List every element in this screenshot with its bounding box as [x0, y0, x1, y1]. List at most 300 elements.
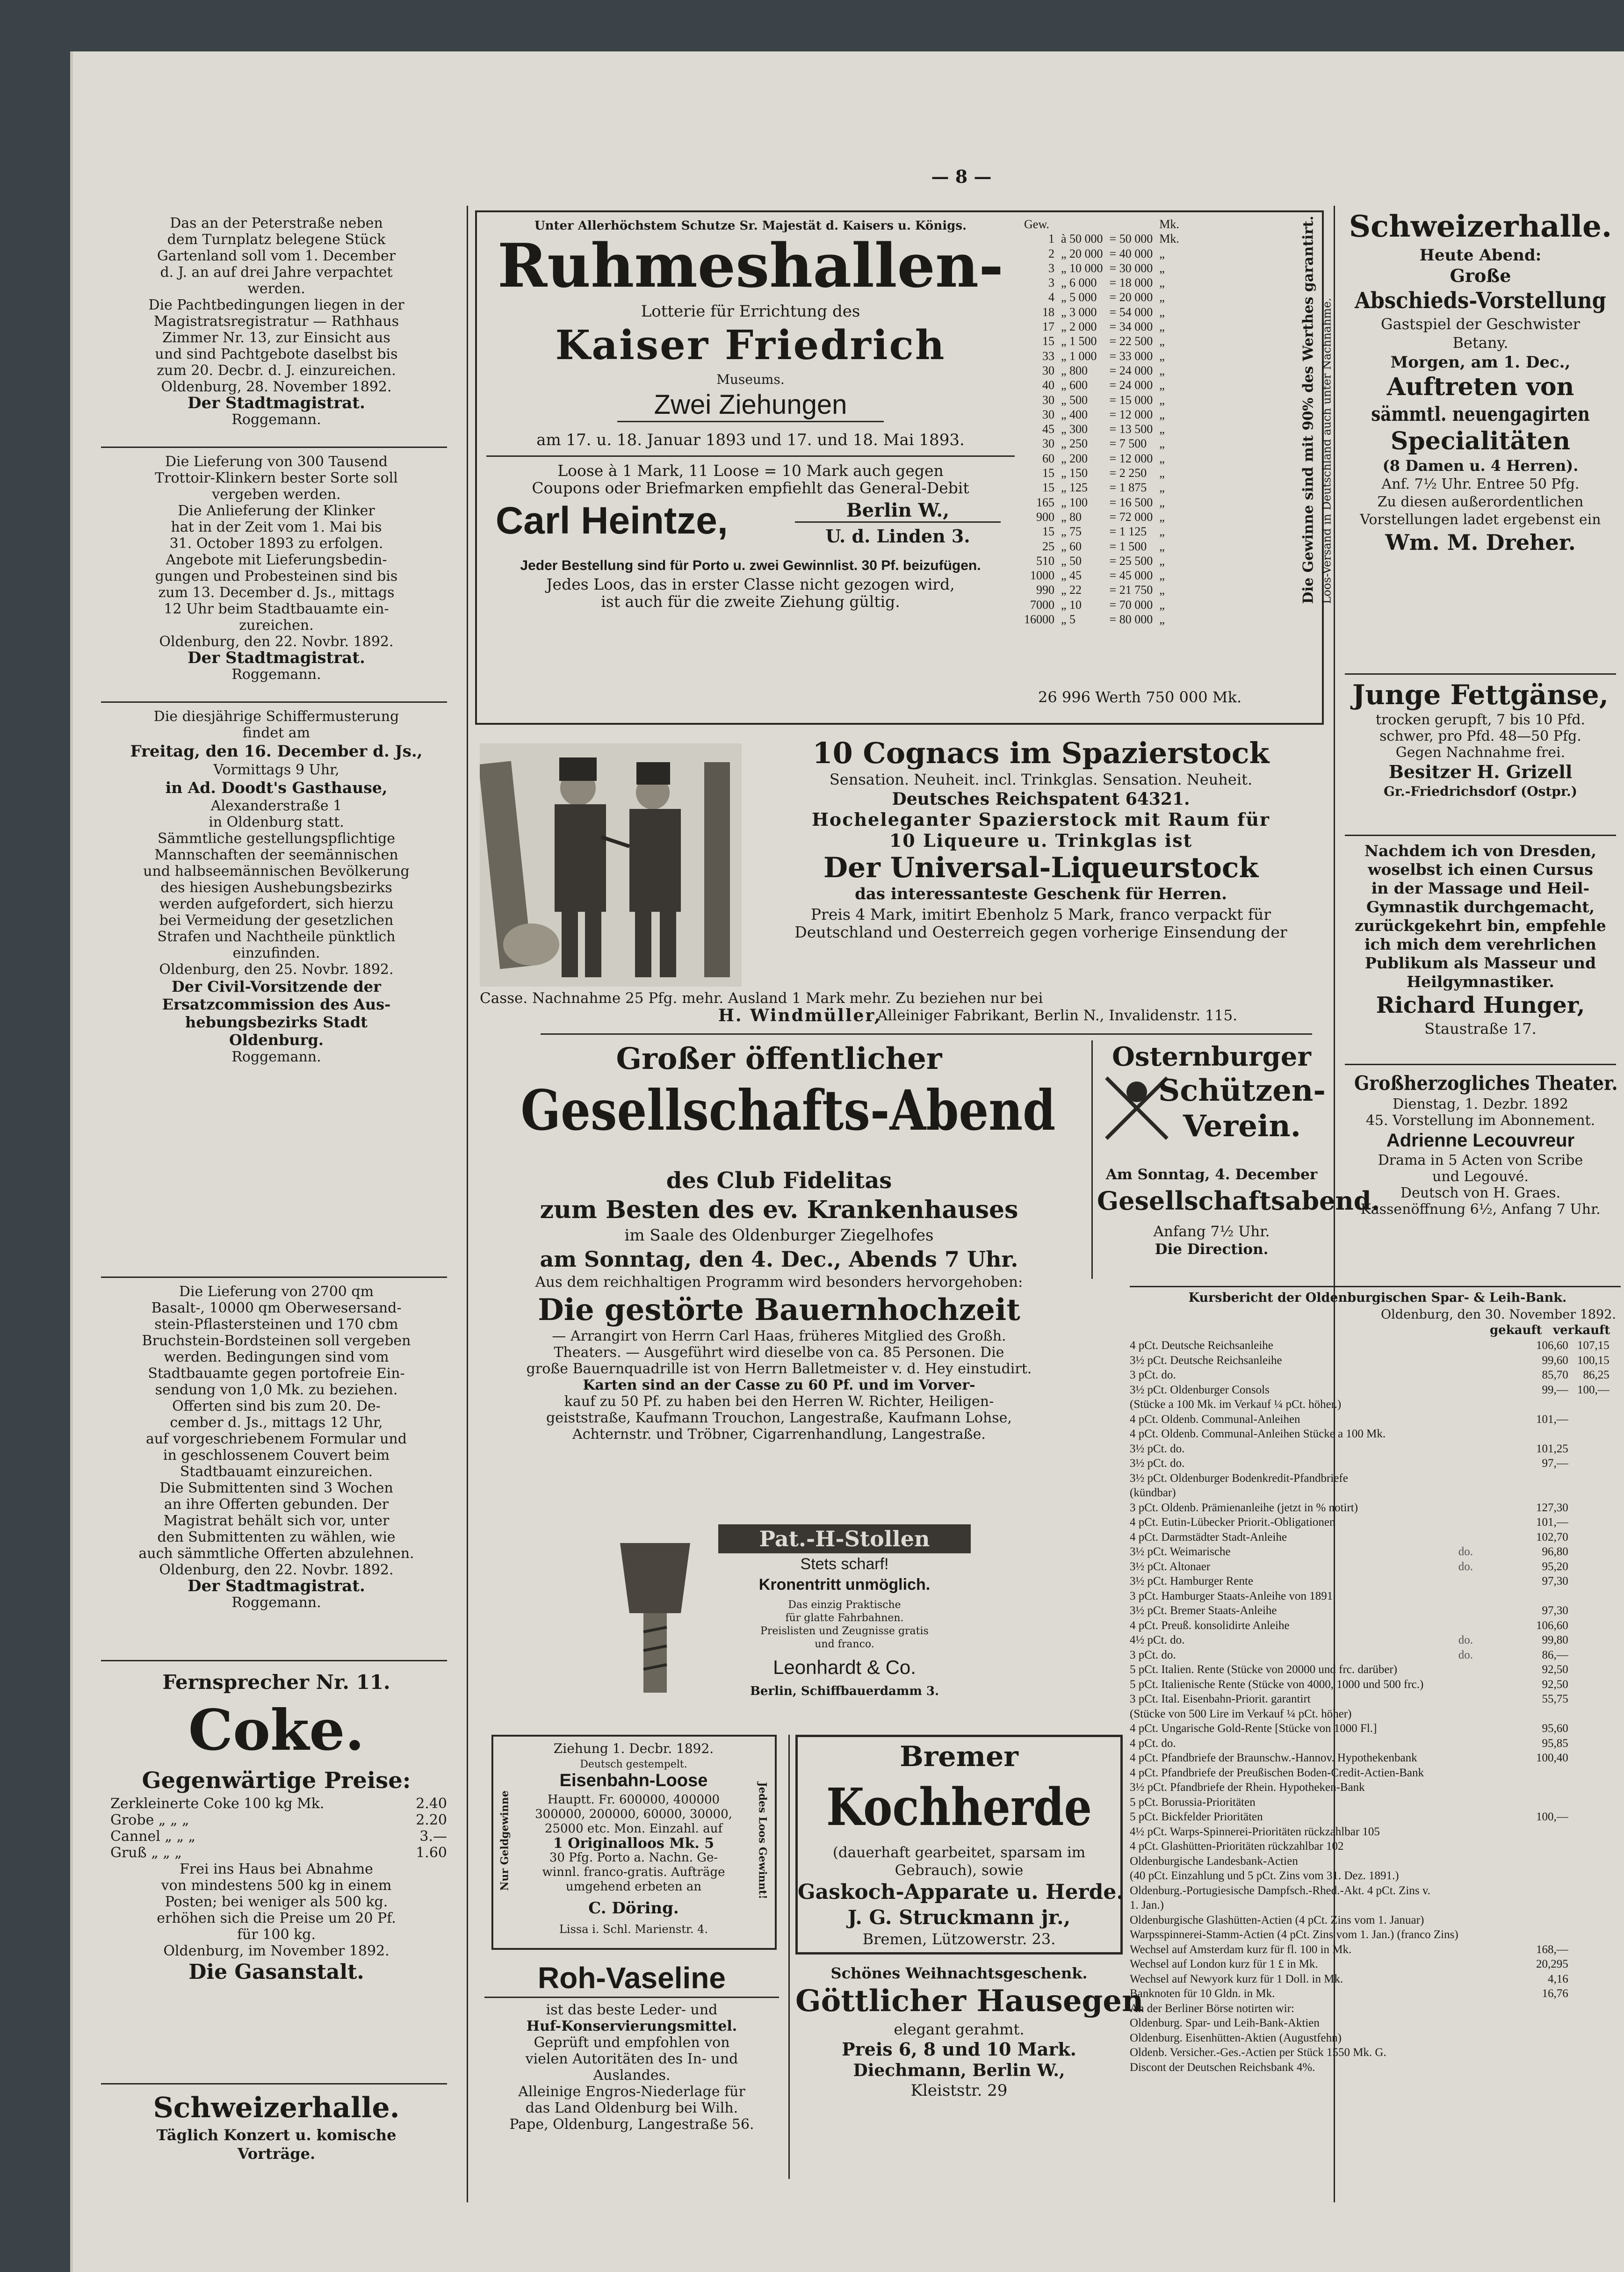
kurs-cell: 100,— [1577, 1383, 1610, 1396]
lottery-prize-cell: = 18 000 [1109, 276, 1153, 290]
lottery-prize-row [1024, 598, 1186, 612]
stollen-line: und franco. [815, 1638, 874, 1650]
lottery-porto: Jeder Bestellung sind für Porto u. zwei Gewinnlist. 30 Pf. beizufügen. [520, 558, 981, 573]
price-label: Cannel „ „ „ [110, 1828, 196, 1845]
separator [101, 701, 447, 703]
kurs-cell: 4 pCt. Oldenb. Communal-Anleihen Stücke a 100 Mk. [1130, 1428, 1386, 1440]
kurs-cell [1515, 1913, 1568, 1928]
kurs-cell [1515, 1868, 1568, 1883]
kurs-cell: Wechsel auf Amsterdam kurz für fl. 100 in Mk. [1130, 1943, 1352, 1956]
lottery-protect: Unter Allerhöchstem Schutze Sr. Majestät d. Kaisers u. Königs. [534, 219, 967, 233]
kurs-cell: 106,60 [1536, 1339, 1568, 1352]
kurs-cell [1568, 1442, 1610, 1457]
kurs-cell: 5 pCt. Borussia-Prioritäten [1130, 1796, 1256, 1809]
kurs-cell [1568, 1972, 1610, 1987]
lottery-prize-cell: „ [1159, 290, 1165, 304]
notice-line: Offerten sind bis zum 20. De- [172, 1398, 381, 1414]
kurs-row [1130, 2031, 1610, 2046]
kurs-cell [1458, 1589, 1515, 1604]
kurs-cell [1515, 1589, 1568, 1604]
massage-line: ich mich dem verehrlichen [1364, 935, 1596, 953]
kurs-cell [1568, 1927, 1610, 1942]
lottery-prize-cell: „ 10 [1061, 598, 1082, 612]
lottery-prize-row [1024, 378, 1186, 392]
lottery-prize-rows [1024, 217, 1186, 627]
lottery-prize-cell: 40 [1042, 378, 1054, 392]
eisenbahn-line: 300000, 200000, 60000, 30000, [535, 1807, 732, 1821]
notice-line: in Oldenburg statt. [209, 814, 344, 830]
lottery-head-row [1024, 217, 1186, 231]
kurs-cell [1568, 1913, 1610, 1928]
lottery-prize-cell: „ 2 000 [1061, 320, 1097, 334]
lottery-prize-cell: „ [1159, 261, 1165, 275]
kurs-cell [1568, 1530, 1610, 1545]
kochherde-line: Bremer [900, 1740, 1018, 1773]
cognac-maker: H. Windmüller, [718, 1006, 882, 1025]
lottery-prize-cell: 45 [1042, 422, 1054, 436]
cognac-price: Preis 4 Mark, imitirt Ebenholz 5 Mark, franco verpackt für [810, 905, 1271, 923]
eisenbahn-seller: C. Döring. [588, 1899, 679, 1918]
notice-line: Oldenburg. [229, 1031, 324, 1049]
price-value: 3.— [419, 1828, 447, 1845]
notice-signature: Der Stadtmagistrat. [188, 394, 365, 412]
lottery-prize-cell: „ 600 [1061, 378, 1088, 392]
kurs-row [1130, 1692, 1610, 1707]
vaseline-line: das Land Oldenburg bei Wilh. [525, 2100, 738, 2116]
kurs-cell [1568, 1692, 1610, 1707]
lottery-prize-row [1024, 231, 1186, 246]
kurs-cell [1568, 1736, 1610, 1751]
lottery-guarantee: Die Gewinne sind mit 90% des Werthes garantirt. [1300, 216, 1317, 604]
notice-line: Die Lieferung von 2700 qm [179, 1284, 374, 1300]
schweizerhalle-line: Abschieds-Vorstellung [1355, 288, 1606, 314]
stollen-line: Das einzig Praktische [788, 1599, 901, 1611]
notice-line: werden. [247, 281, 305, 297]
kurs-row [1130, 1839, 1610, 1854]
page-number: — 8 — [931, 166, 992, 187]
hausegen-line: Schönes Weihnachtsgeschenk. [830, 1964, 1088, 1982]
kurs-cell [1458, 1898, 1515, 1913]
kurs-cell [1568, 1544, 1610, 1559]
notice-line: zum 20. Decbr. d. J. einzureichen. [157, 362, 396, 379]
kurs-row [1130, 1530, 1610, 1545]
notice-line: einzufinden. [232, 945, 320, 961]
cokes-terms [92, 1861, 461, 1959]
kurs-cell [1568, 1810, 1610, 1825]
notice-line: und halbseemännischen Bevölkerung [143, 863, 410, 880]
cokes-header: Fernsprecher Nr. 11. [162, 1671, 390, 1694]
kurs-cell [1458, 1825, 1515, 1839]
kurs-cell [1515, 1707, 1568, 1722]
cognac-price: Casse. Nachnahme 25 Pfg. mehr. Ausland 1 Mark mehr. Zu beziehen nur bei [480, 990, 1043, 1007]
kurs-cell [1568, 1515, 1610, 1530]
lottery-prize-cell: „ 60 [1061, 539, 1082, 553]
massage-line: woselbst ich einen Cursus [1368, 860, 1593, 879]
kurs-cell [1515, 2045, 1568, 2060]
kurs-cell [1515, 1839, 1568, 1854]
kurs-cell [1458, 1721, 1515, 1736]
kurs-row [1130, 1751, 1610, 1766]
vaseline-advert [484, 1959, 779, 2133]
price-row [110, 1845, 447, 1861]
kurs-cell [1515, 1927, 1568, 1942]
lottery-prize-cell: 15 [1042, 466, 1054, 480]
kurs-cell [1458, 2060, 1515, 2075]
kurs-cell: do. [1458, 1560, 1473, 1573]
notice-line: in Ad. Doodt's Gasthause, [165, 779, 388, 797]
kurs-cell: 3½ pCt. do. [1130, 1442, 1185, 1455]
theater-line: 45. Vorstellung im Abonnement. [1365, 1112, 1595, 1129]
vaseline-line: Geprüft und empfohlen von [534, 2034, 730, 2051]
lottery-prize-cell: 1 [1048, 232, 1054, 246]
kurs-cell: Wechsel auf Newyork kurz für 1 Doll. in Mk. [1130, 1972, 1343, 1985]
notice-line: zum 13. December d. Js., mittags [158, 584, 395, 601]
lottery-prize-cell: 25 [1042, 539, 1054, 553]
kurs-row [1130, 1412, 1610, 1427]
kurs-cell [1568, 1825, 1610, 1839]
kurs-cell: 3 pCt. Oldenb. Prämienanleihe (jetzt in % notirt) [1130, 1501, 1358, 1514]
lottery-prize-cell: „ [1159, 569, 1165, 583]
kurs-row [1130, 1825, 1610, 1839]
cokes-line: von mindestens 500 kg in einem [161, 1877, 392, 1894]
lottery-prize-cell: = 7 500 [1109, 437, 1147, 451]
kurs-cell: 92,50 [1542, 1678, 1568, 1691]
separator [1345, 835, 1616, 836]
lottery-price: Loose à 1 Mark, 11 Loose = 10 Mark auch gegen [557, 462, 944, 480]
separator [541, 1033, 1312, 1035]
notice-line: werden aufgefordert, sich hierzu [159, 896, 394, 912]
lottery-prize-cell: „ [1159, 378, 1165, 392]
price-label: Zerkleinerte Coke 100 kg Mk. [110, 1796, 325, 1812]
kurs-cell [1568, 1559, 1610, 1574]
kurs-cell: 4,16 [1547, 1972, 1568, 1985]
kurs-row [1130, 1633, 1610, 1648]
kurs-cell: 3 pCt. do. [1130, 1369, 1176, 1381]
kurs-cell: 4 pCt. Preuß. konsolidirte Anleihe [1130, 1619, 1290, 1632]
lottery-prize-cell: „ [1159, 613, 1165, 627]
kurs-cell [1458, 1751, 1515, 1766]
notice-sailor-muster [92, 708, 461, 1065]
hausegen-title: Göttlicher Hausegen [795, 1983, 1144, 2019]
kurs-row [1130, 1397, 1610, 1412]
fettgaense-seller: Besitzer H. Grizell [1388, 761, 1573, 782]
kurs-cell [1568, 1677, 1610, 1692]
schuetzen-line: Schützen- [1158, 1073, 1326, 1108]
kurs-row [1130, 1383, 1610, 1398]
lottery-prize-row [1024, 407, 1186, 422]
lottery-prize-cell: „ 20 000 [1061, 246, 1103, 260]
lottery-prize-row [1024, 612, 1186, 627]
lottery-prize-cell: 60 [1042, 451, 1054, 465]
fidelitas-line: Theaters. — Ausgeführt wird dieselbe von ca. 85 Personen. Die [554, 1344, 1004, 1361]
price-value: 1.60 [416, 1845, 447, 1861]
hausegen-seller: Diechmann, Berlin W., [853, 2061, 1065, 2080]
lottery-prize-cell: 17 [1042, 320, 1054, 334]
notice-line: gungen und Probesteinen sind bis [155, 568, 398, 584]
kurs-cell [1568, 1868, 1610, 1883]
kurs-row [1130, 1559, 1610, 1574]
notice-line: Die Pachtbedingungen liegen in der [148, 297, 404, 313]
kurs-cell [1458, 1927, 1515, 1942]
schweizerhalle-small [92, 2090, 461, 2163]
kurs-row [1130, 1515, 1610, 1530]
lottery-draws: Zwei Ziehungen [617, 389, 884, 422]
kurs-cell [1458, 1456, 1515, 1471]
kurs-row [1130, 1618, 1610, 1633]
kurs-cell: 20,295 [1536, 1958, 1568, 1970]
eisenbahn-line: 30 Pfg. Porto a. Nachn. Ge- [549, 1851, 718, 1865]
schweizerhalle-line: Specialitäten [1390, 427, 1571, 455]
kurs-cell [1568, 1412, 1610, 1427]
lottery-prize-cell: = 1 500 [1109, 539, 1147, 553]
eisenbahn-title: Eisenbahn-Loose [559, 1771, 708, 1790]
lottery-prize-cell: „ 200 [1061, 451, 1088, 465]
notice-line: Bruchstein-Bordsteinen soll vergeben [142, 1333, 411, 1349]
lottery-prize-row [1024, 480, 1186, 495]
lottery-prize-cell: „ 1 000 [1061, 349, 1097, 363]
kurs-cell [1568, 2016, 1610, 2031]
lottery-prize-cell: „ 50 [1061, 554, 1082, 568]
lottery-prize-row [1024, 466, 1186, 480]
fidelitas-line: geiststraße, Kaufmann Trouchon, Langestraße, Kaufmann Lohse, [546, 1410, 1012, 1426]
lottery-prize-cell: 30 [1042, 437, 1054, 451]
lottery-prize-cell: „ [1159, 598, 1165, 612]
notice-line: und sind Pachtgebote daselbst bis [155, 346, 398, 362]
massage-line: Publikum als Masseur und [1364, 954, 1596, 972]
lottery-prize-cell: 2 [1048, 246, 1054, 260]
kurs-cell: 3½ pCt. do. [1130, 1457, 1185, 1470]
kurs-cell: 107,15 [1577, 1339, 1610, 1352]
lottery-prize-cell: „ 250 [1061, 437, 1088, 451]
theater-line: Drama in 5 Acten von Scribe [1378, 1152, 1583, 1168]
kurs-cell [1458, 1530, 1515, 1545]
lottery-prize-row [1024, 539, 1186, 554]
lottery-prize-cell: = 20 000 [1109, 290, 1153, 304]
massage-name: Richard Hunger, [1376, 992, 1585, 1018]
lottery-prize-cell: = 25 500 [1109, 554, 1153, 568]
kurs-cell: Banknoten für 10 Gldn. in Mk. [1130, 1987, 1275, 2000]
kurs-cell [1458, 1486, 1515, 1500]
kurs-cell: 100,40 [1536, 1752, 1568, 1764]
kurs-row [1130, 1766, 1610, 1781]
lottery-prize-cell: „ 500 [1061, 393, 1088, 407]
schuetzen-event: Gesellschaftsabend. [1097, 1186, 1380, 1216]
schweizerhalle-line: Vorträge. [237, 2145, 316, 2163]
schuetzen-start: Anfang 7½ Uhr. [1153, 1223, 1270, 1240]
kurs-row [1130, 2060, 1610, 2075]
kurs-cell [1458, 1500, 1515, 1515]
lottery-prize-cell: 30 [1042, 393, 1054, 407]
fidelitas-line: Karten sind an der Casse zu 60 Pf. und im Vorver- [583, 1377, 975, 1393]
lottery-prize-cell: „ 400 [1061, 407, 1088, 421]
eisenbahn-line: 1 Originalloos Mk. 5 [553, 1835, 715, 1852]
lottery-prize-cell: „ 5 000 [1061, 290, 1097, 304]
schweizerhalle-line: Gastspiel der Geschwister [1381, 315, 1580, 333]
lottery-prize-cell: 33 [1042, 349, 1054, 363]
lottery-prize-cell: 15 [1042, 481, 1054, 495]
kurs-cell [1515, 1780, 1568, 1795]
massage-line: Gymnastik durchgemacht, [1366, 898, 1595, 916]
cognac-product: Der Universal-Liqueurstock [823, 851, 1259, 884]
kurs-cell [1458, 1368, 1515, 1383]
kurs-cell: 95,85 [1542, 1737, 1568, 1750]
lottery-prize-cell: „ 1 500 [1061, 334, 1097, 348]
kurs-cell: Oldenburg. Spar- und Leih-Bank-Aktien [1130, 2017, 1320, 2029]
kurs-row [1130, 1927, 1610, 1942]
cognac-line: Hocheleganter Spazierstock mit Raum für [812, 809, 1270, 830]
kurs-row [1130, 1442, 1610, 1457]
kurs-cell: 1. Jan.) [1130, 1899, 1164, 1911]
vaseline-line: Huf-Konservierungsmittel. [526, 2018, 737, 2034]
kurs-cell [1568, 1839, 1610, 1854]
kurs-cell [1458, 2016, 1515, 2031]
kurs-cell: 85,70 [1542, 1369, 1568, 1381]
notice-line: in geschlossenem Couvert beim [163, 1447, 390, 1464]
notice-line: hebungsbezirks Stadt [185, 1013, 368, 1031]
kurs-cell [1568, 1618, 1610, 1633]
kurs-cell: 3 pCt. do. [1130, 1648, 1176, 1661]
kurs-cell: 95,20 [1542, 1560, 1568, 1573]
kurs-cell [1568, 1721, 1610, 1736]
notice-line: findet am [242, 725, 310, 741]
gentlemen-illustration-icon [480, 743, 742, 987]
fettgaense-details [1340, 712, 1621, 761]
eisenbahn-date: Ziehung 1. Decbr. 1892. [553, 1741, 714, 1756]
lottery-prize-row [1024, 275, 1186, 290]
kurs-cell: 99,— [1542, 1383, 1568, 1396]
lottery-prize-cell: 3 [1048, 261, 1054, 275]
kurs-cell: 99,60 [1542, 1354, 1568, 1367]
kurs-cell [1458, 1442, 1515, 1457]
kurs-cell: 97,30 [1542, 1604, 1568, 1617]
kurs-row [1130, 1574, 1610, 1589]
cokes-line: Frei ins Haus bei Abnahme [180, 1861, 373, 1877]
kurs-row [1130, 1986, 1610, 2001]
notice-line: hat in der Zeit vom 1. Mai bis [171, 519, 382, 535]
kurs-cell: 4 pCt. Eutin-Lübecker Priorit.-Obligationen [1130, 1516, 1335, 1529]
schweizerhalle-line: sämmtl. neuengagirten [1371, 403, 1590, 426]
schuetzen-signature: Die Direction. [1155, 1241, 1269, 1258]
schuetzen-line: Osternburger [1112, 1041, 1311, 1072]
notice-line: Vormittags 9 Uhr, [213, 762, 339, 778]
kurs-cell: Oldenburg.-Portugiesische Dampfsch.-Rhed.-Akt. 4 pCt. Zins v. [1130, 1884, 1430, 1897]
lottery-museum: Museums. [716, 372, 785, 387]
lottery-prize-row [1024, 393, 1186, 407]
lottery-prize-cell: = 13 500 [1109, 422, 1153, 436]
lottery-prize-cell: = 30 000 [1109, 261, 1153, 275]
kurs-cell: 99,80 [1542, 1634, 1568, 1646]
lottery-prize-cell: „ 10 000 [1061, 261, 1103, 275]
fettgaense-line: Gegen Nachnahme frei. [1395, 744, 1566, 761]
kurs-cell [1458, 1515, 1515, 1530]
kurs-cell [1568, 1574, 1610, 1589]
kurs-cell [1568, 1486, 1610, 1500]
massage-line: Nachdem ich von Dresden, [1364, 842, 1596, 860]
kurs-row [1130, 1353, 1610, 1368]
kurs-cell: 3½ pCt. Oldenburger Consols [1130, 1383, 1270, 1396]
notice-line: Das an der Peterstraße neben [170, 215, 383, 231]
notice-line: Der Civil-Vorsitzende der [172, 978, 381, 995]
kurs-row [1130, 1942, 1610, 1957]
schweizerhalle-line: Morgen, am 1. Dec., [1390, 353, 1571, 372]
kurs-row [1130, 1648, 1610, 1663]
kurs-cell [1458, 1692, 1515, 1707]
kurs-cell [1458, 2045, 1515, 2060]
kurs-row [1130, 2001, 1610, 2016]
kurs-cell [1458, 1574, 1515, 1589]
lottery-prize-row [1024, 436, 1186, 451]
fidelitas-line: große Bauernquadrille ist von Herrn Balletmeister v. d. Hey einstudirt. [526, 1361, 1032, 1377]
notice-line: Stadtbauamte gegen portofreie Ein- [148, 1365, 405, 1382]
kurs-cell [1458, 1957, 1515, 1972]
lottery-prize-row [1024, 349, 1186, 363]
kurs-cell [1458, 1618, 1515, 1633]
kurs-cell [1515, 1898, 1568, 1913]
lottery-prize-cell: „ 75 [1061, 525, 1082, 539]
lottery-prize-cell: = 54 000 [1109, 305, 1153, 319]
kurs-cell: (Stücke a 100 Mk. im Verkauf ¼ pCt. höher.) [1130, 1398, 1342, 1411]
hausegen-address: Kleiststr. 29 [910, 2081, 1008, 2100]
notice-line: d. J. an auf drei Jahre verpachtet [160, 264, 393, 281]
kurs-cell: do. [1458, 1545, 1473, 1558]
lottery-prize-cell: 15 [1042, 525, 1054, 539]
lottery-validity: Jedes Loos, das in erster Classe nicht gezogen wird, [546, 575, 955, 593]
lottery-seller: Carl Heintze, [496, 499, 728, 542]
lottery-prize-cell: = 50 000 [1109, 232, 1153, 246]
lottery-prize-cell: „ 3 000 [1061, 305, 1097, 319]
lottery-prize-row [1024, 568, 1186, 583]
kochherde-gas: Gaskoch-Apparate u. Herde. [798, 1880, 1124, 1904]
kurs-cell [1568, 1589, 1610, 1604]
kurs-cell [1515, 1795, 1568, 1810]
kursbericht-date: Oldenburg, den 30. November 1892. [1381, 1307, 1616, 1322]
schweizerhalle-line: Auftreten von [1386, 373, 1574, 401]
fidelitas-headline: Großer öffentlicher [616, 1041, 942, 1076]
cokes-price-table [110, 1796, 447, 1861]
lottery-prize-cell: „ [1159, 393, 1165, 407]
schweizerhalle-line: Vorstellungen ladet ergebenst ein [1360, 512, 1601, 528]
kurs-cell [1458, 1972, 1515, 1987]
kurs-cell [1568, 1795, 1610, 1810]
notice-line: Freitag, den 16. December d. Js., [130, 742, 423, 761]
kurs-cell [1568, 2001, 1610, 2016]
notice-garden-lease [92, 215, 461, 428]
massage-line: zurückgekehrt bin, empfehle [1355, 916, 1606, 935]
kurs-cell: 3 pCt. Ital. Eisenbahn-Priorit. garantirt [1130, 1693, 1311, 1705]
fidelitas-line: Achternstr. und Tröbner, Cigarrenhandlung, Langestraße. [572, 1426, 986, 1443]
kurs-cell [1568, 1942, 1610, 1957]
kurs-row [1130, 1795, 1610, 1810]
kurs-row [1130, 1721, 1610, 1736]
kurs-cell [1458, 1677, 1515, 1692]
kurs-cell [1458, 1707, 1515, 1722]
lottery-prize-cell: „ [1159, 363, 1165, 377]
notice-line: 12 Uhr beim Stadtbauamte ein- [164, 601, 389, 617]
lottery-prize-row [1024, 319, 1186, 334]
fidelitas-advert [475, 1040, 1083, 1508]
lottery-prize-cell: = 15 000 [1109, 393, 1153, 407]
lottery-prize-cell: „ [1159, 305, 1165, 319]
hausegen-line: elegant gerahmt. [894, 2020, 1025, 2038]
notice-line: 31. October 1893 zu erfolgen. [169, 535, 383, 552]
schuetzen-date: Am Sonntag, 4. December [1105, 1166, 1318, 1183]
kurs-cell [1515, 2060, 1568, 2075]
kurs-cell [1515, 2031, 1568, 2046]
kurs-cell [1515, 1825, 1568, 1839]
lottery-prize-row [1024, 305, 1186, 319]
vaseline-title: Roh-Vaseline [484, 1959, 779, 1998]
fidelitas-club: des Club Fidelitas [666, 1168, 892, 1194]
